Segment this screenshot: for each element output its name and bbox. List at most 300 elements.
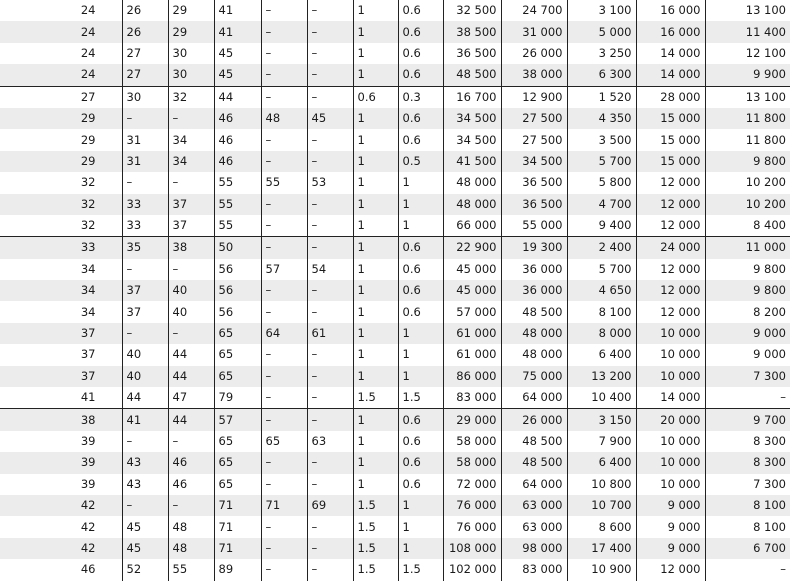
table-cell: 6 700 [705, 538, 790, 559]
table-cell: 1.5 [353, 516, 398, 537]
table-cell: 12 000 [636, 194, 705, 215]
table-cell: – [705, 559, 790, 580]
table-cell: 108 000 [443, 538, 501, 559]
table-cell: 46 [214, 151, 261, 172]
table-cell: 6 300 [567, 64, 636, 86]
table-cell: – [307, 129, 353, 150]
table-cell: 1 [353, 474, 398, 495]
table-cell: 63 [307, 431, 353, 452]
table-cell: 41 [80, 390, 96, 405]
table-cell: 9 900 [705, 64, 790, 86]
table-cell: – [307, 516, 353, 537]
table-row [0, 215, 790, 237]
table-cell: 8 600 [567, 516, 636, 537]
table-cell: 48 500 [443, 64, 501, 86]
table-cell: 10 000 [636, 431, 705, 452]
table-cell: 36 000 [501, 280, 567, 301]
table-cell: – [261, 452, 307, 473]
table-cell: 1 [398, 323, 443, 344]
table-cell: 5 800 [567, 172, 636, 193]
table-cell: 34 [80, 304, 96, 319]
table-cell: 9 700 [705, 409, 790, 431]
table-cell: 47 [168, 387, 214, 409]
table-cell: 1 [353, 21, 398, 42]
table-cell: 55 [214, 172, 261, 193]
table-cell: 30 [122, 86, 168, 108]
table-row [0, 129, 790, 150]
table-cell: 36 000 [501, 259, 567, 280]
table-cell: 27 500 [501, 108, 567, 129]
table-cell: 32 [80, 218, 96, 233]
table-row [0, 474, 790, 495]
table-cell: 1 [353, 194, 398, 215]
table-cell: 65 [261, 431, 307, 452]
table-cell: – [261, 0, 307, 21]
table-cell: 8 100 [567, 301, 636, 322]
table-cell: 1 [353, 409, 398, 431]
table-cell: 44 [168, 344, 214, 365]
table-cell: 65 [214, 344, 261, 365]
table-cell: 45 [214, 43, 261, 64]
table-row [0, 538, 790, 559]
table-cell: 8 200 [705, 301, 790, 322]
table-cell: 48 500 [501, 301, 567, 322]
table-cell: 46 [168, 452, 214, 473]
table-cell: – [261, 559, 307, 580]
table-cell: 12 100 [705, 43, 790, 64]
table-cell: 0.6 [398, 280, 443, 301]
table-cell: – [307, 366, 353, 387]
table-cell: 1 [398, 194, 443, 215]
table-cell: – [261, 64, 307, 86]
table-cell: 12 900 [501, 86, 567, 108]
table-cell: 48 000 [443, 172, 501, 193]
table-cell: 24 [80, 3, 96, 18]
table-cell: 27 500 [501, 129, 567, 150]
table-cell: 57 [261, 259, 307, 280]
table-cell: 41 [122, 409, 168, 431]
table-cell: 11 000 [705, 237, 790, 259]
table-cell: 40 [122, 366, 168, 387]
table-cell: 15 000 [636, 129, 705, 150]
table-cell: – [261, 409, 307, 431]
table-cell: 34 [80, 261, 96, 276]
table-cell: 1 [353, 151, 398, 172]
table-cell: 7 300 [705, 366, 790, 387]
table-cell: – [307, 280, 353, 301]
table-cell: 37 [80, 347, 96, 362]
table-row [0, 559, 790, 580]
table-cell: – [261, 280, 307, 301]
table-cell: 36 500 [501, 172, 567, 193]
table-cell: 40 [122, 344, 168, 365]
table-cell: 102 000 [443, 559, 501, 580]
table-cell: – [261, 538, 307, 559]
table-cell: 24 700 [501, 0, 567, 21]
table-cell: 76 000 [443, 516, 501, 537]
table-cell: 1 [353, 215, 398, 237]
table-cell: 9 000 [705, 344, 790, 365]
table-cell: 48 500 [501, 452, 567, 473]
table-cell: 1 [353, 237, 398, 259]
table-cell: 29 [168, 0, 214, 21]
table-cell: – [261, 344, 307, 365]
table-cell: 86 000 [443, 366, 501, 387]
table-cell: 61 000 [443, 344, 501, 365]
table-cell: 71 [261, 495, 307, 516]
table-cell: 15 000 [636, 151, 705, 172]
table-cell: 1.5 [353, 538, 398, 559]
table-cell: 9 800 [705, 280, 790, 301]
table-cell: 48 [168, 538, 214, 559]
table-cell: – [307, 0, 353, 21]
table-cell: 65 [214, 474, 261, 495]
table-cell: 0.5 [398, 151, 443, 172]
table-cell: 38 [168, 237, 214, 259]
table-cell: 66 000 [443, 215, 501, 237]
table-cell: 14 000 [636, 387, 705, 409]
table-cell: 9 000 [636, 538, 705, 559]
table-cell: 4 700 [567, 194, 636, 215]
table-cell: – [261, 194, 307, 215]
table-cell: 13 100 [705, 0, 790, 21]
table-cell: 3 150 [567, 409, 636, 431]
table-cell: 1 [353, 129, 398, 150]
table-cell: – [168, 431, 214, 452]
table-cell: 26 [122, 21, 168, 42]
table-cell: 12 000 [636, 280, 705, 301]
table-cell: 45 000 [443, 280, 501, 301]
table-cell: 57 [214, 409, 261, 431]
table-cell: 46 [168, 474, 214, 495]
table-cell: 36 500 [443, 43, 501, 64]
table-cell: 17 400 [567, 538, 636, 559]
table-cell: 65 [214, 366, 261, 387]
table-cell: – [307, 43, 353, 64]
table-cell: 8 000 [567, 323, 636, 344]
table-cell: 15 000 [636, 108, 705, 129]
table-cell: 40 [168, 280, 214, 301]
table-cell: – [307, 301, 353, 322]
table-cell: 0.6 [398, 409, 443, 431]
table-cell: 37 [168, 215, 214, 237]
table-cell: 1 [398, 516, 443, 537]
table-cell: 32 [168, 86, 214, 108]
table-cell: 12 000 [636, 559, 705, 580]
table-cell: 44 [214, 86, 261, 108]
table-cell: 10 900 [567, 559, 636, 580]
table-cell: 65 [214, 431, 261, 452]
table-cell: 10 200 [705, 172, 790, 193]
table-cell: 38 000 [501, 64, 567, 86]
table-cell: 8 300 [705, 452, 790, 473]
table-cell: 26 000 [501, 409, 567, 431]
table-row [0, 108, 790, 129]
table-cell: – [307, 194, 353, 215]
table-cell: 57 000 [443, 301, 501, 322]
table-cell: 65 [214, 452, 261, 473]
table-cell: – [307, 538, 353, 559]
table-cell: 24 [0, 21, 122, 42]
table-cell: 1 [353, 431, 398, 452]
table-cell: – [122, 495, 168, 516]
table-cell: 63 000 [501, 516, 567, 537]
table-cell: 41 [214, 21, 261, 42]
table-cell: 31 [122, 151, 168, 172]
table-cell: 9 800 [705, 259, 790, 280]
table-cell: 48 500 [501, 431, 567, 452]
table-cell: 19 300 [501, 237, 567, 259]
table-cell: – [261, 215, 307, 237]
table-cell: – [122, 431, 168, 452]
table-cell: 1 [353, 0, 398, 21]
table-cell: 1 [398, 215, 443, 237]
table-cell: – [261, 366, 307, 387]
table-cell: 13 100 [705, 86, 790, 108]
table-row [0, 151, 790, 172]
table-cell: 34 500 [501, 151, 567, 172]
table-cell: – [307, 409, 353, 431]
table-cell: 1 [398, 538, 443, 559]
table-cell: – [261, 516, 307, 537]
table-cell: 64 000 [501, 387, 567, 409]
table-cell: 37 [0, 366, 122, 387]
table-cell: 13 200 [567, 366, 636, 387]
table-row [0, 86, 790, 108]
table-cell: 72 000 [443, 474, 501, 495]
table-cell: 37 [0, 323, 122, 344]
table-cell: 35 [122, 237, 168, 259]
table-cell: 1.5 [353, 387, 398, 409]
table-cell: 24 000 [636, 237, 705, 259]
table-cell: – [307, 21, 353, 42]
table-cell: – [307, 452, 353, 473]
table-cell: 39 [0, 452, 122, 473]
table-cell: 1 [353, 301, 398, 322]
table-cell: 56 [214, 280, 261, 301]
table-cell: 55 000 [501, 215, 567, 237]
table-cell: 31 000 [501, 21, 567, 42]
table-cell: 36 500 [501, 194, 567, 215]
table-cell: 79 [214, 387, 261, 409]
table-cell: 37 [168, 194, 214, 215]
table-cell: 33 [122, 194, 168, 215]
table-cell: 98 000 [501, 538, 567, 559]
table-cell: 34 500 [443, 129, 501, 150]
table-cell: 43 [122, 452, 168, 473]
table-row [0, 387, 790, 409]
table-cell: – [168, 259, 214, 280]
table-cell: 1 [353, 172, 398, 193]
table-cell: 38 500 [443, 21, 501, 42]
table-row [0, 194, 790, 215]
table-cell: 48 [168, 516, 214, 537]
table-cell: 69 [307, 495, 353, 516]
table-cell: – [122, 108, 168, 129]
table-cell: 45 [307, 108, 353, 129]
table-cell: – [307, 387, 353, 409]
table-cell: 58 000 [443, 452, 501, 473]
table-cell: 32 [80, 175, 96, 190]
table-cell: – [261, 474, 307, 495]
table-row [0, 64, 790, 86]
table-row [0, 344, 790, 365]
table-cell: 1 [353, 344, 398, 365]
table-cell: 0.6 [398, 0, 443, 21]
table-cell: 61 000 [443, 323, 501, 344]
table-cell: 83 000 [501, 559, 567, 580]
table-cell: 0.6 [398, 474, 443, 495]
table-cell: 33 [122, 215, 168, 237]
table-cell: – [168, 495, 214, 516]
table-cell: – [307, 474, 353, 495]
table-cell: 1.5 [353, 495, 398, 516]
table-cell: – [307, 151, 353, 172]
table-cell: 71 [214, 538, 261, 559]
table-cell: 10 400 [567, 387, 636, 409]
table-cell: 33 [0, 237, 122, 259]
table-cell: 9 000 [636, 516, 705, 537]
table-cell: 0.6 [398, 21, 443, 42]
table-cell: 0.6 [398, 237, 443, 259]
table-cell: – [261, 86, 307, 108]
table-cell: 5 700 [567, 151, 636, 172]
table-cell: 1.5 [398, 559, 443, 580]
table-cell: – [705, 387, 790, 409]
table-cell: 46 [80, 562, 96, 577]
table-cell: 16 000 [636, 21, 705, 42]
table-cell: 8 400 [705, 215, 790, 237]
table-cell: 1 [353, 323, 398, 344]
table-cell: 11 400 [705, 21, 790, 42]
table-cell: 6 400 [567, 344, 636, 365]
table-cell: 0.6 [353, 86, 398, 108]
table-cell: 1 [353, 366, 398, 387]
table-cell: 10 000 [636, 474, 705, 495]
table-cell: 8 100 [705, 495, 790, 516]
table-cell: 44 [168, 409, 214, 431]
table-cell: 32 [0, 194, 122, 215]
table-cell: 5 000 [567, 21, 636, 42]
table-cell: – [261, 237, 307, 259]
table-row [0, 172, 790, 193]
table-cell: – [307, 215, 353, 237]
table-cell: 10 200 [705, 194, 790, 215]
table-cell: 64 000 [501, 474, 567, 495]
table-cell: 16 000 [636, 0, 705, 21]
table-cell: 30 [168, 64, 214, 86]
table-cell: 11 800 [705, 129, 790, 150]
table-row [0, 366, 790, 387]
table-cell: – [122, 259, 168, 280]
table-cell: 8 100 [705, 516, 790, 537]
table-cell: 44 [168, 366, 214, 387]
table-cell: 3 500 [567, 129, 636, 150]
table-cell: 14 000 [636, 64, 705, 86]
table-cell: 1 [398, 172, 443, 193]
table-row [0, 452, 790, 473]
table-cell: 10 000 [636, 452, 705, 473]
table-cell: 10 000 [636, 366, 705, 387]
table-cell: 1.5 [398, 387, 443, 409]
table-cell: 50 [214, 237, 261, 259]
table-cell: 1 [353, 43, 398, 64]
table-cell: 53 [307, 172, 353, 193]
table-cell: 46 [214, 108, 261, 129]
table-row [0, 495, 790, 516]
table-cell: 29 [0, 151, 122, 172]
table-cell: 8 300 [705, 431, 790, 452]
table-row [0, 431, 790, 452]
table-cell: – [307, 237, 353, 259]
table-cell: 39 [80, 434, 96, 448]
table-cell: 1 [353, 108, 398, 129]
table-cell: – [261, 151, 307, 172]
table-cell: 1 [353, 452, 398, 473]
table-cell: – [261, 21, 307, 42]
table-cell: 9 800 [705, 151, 790, 172]
table-cell: 48 000 [443, 194, 501, 215]
table-cell: 10 000 [636, 323, 705, 344]
table-cell: 9 000 [636, 495, 705, 516]
table-cell: 9 400 [567, 215, 636, 237]
table-cell: 42 [0, 538, 122, 559]
table-cell: 34 [168, 151, 214, 172]
table-cell: 1 520 [567, 86, 636, 108]
table-cell: 26 [122, 0, 168, 21]
table-cell: 24 [0, 64, 122, 86]
table-cell: 46 [214, 129, 261, 150]
table-cell: 42 [0, 495, 122, 516]
table-cell: 42 [80, 519, 96, 534]
table-cell: 37 [122, 280, 168, 301]
table-cell: 0.6 [398, 259, 443, 280]
table-cell: – [307, 344, 353, 365]
table-cell: 11 800 [705, 108, 790, 129]
table-cell: 43 [122, 474, 168, 495]
table-cell: 12 000 [636, 301, 705, 322]
table-cell: 75 000 [501, 366, 567, 387]
table-cell: 3 100 [567, 0, 636, 21]
table-cell: 12 000 [636, 172, 705, 193]
table-cell: 29 000 [443, 409, 501, 431]
table-cell: 64 [261, 323, 307, 344]
table-cell: – [261, 301, 307, 322]
table-cell: 39 [80, 476, 96, 491]
table-cell: 1.5 [353, 559, 398, 580]
table-row [0, 280, 790, 301]
table-cell: 38 [0, 409, 122, 431]
table-cell: 10 700 [567, 495, 636, 516]
table-cell: – [307, 86, 353, 108]
table-cell: 55 [214, 194, 261, 215]
table-row [0, 323, 790, 344]
table-cell: 29 [80, 132, 96, 147]
table-cell: – [122, 172, 168, 193]
table-row [0, 237, 790, 259]
table-row [0, 409, 790, 431]
table-cell: 14 000 [636, 43, 705, 64]
table-cell: 56 [214, 301, 261, 322]
table-cell: 0.3 [398, 86, 443, 108]
table-cell: 1 [398, 344, 443, 365]
table-cell: 0.6 [398, 64, 443, 86]
table-cell: 5 700 [567, 259, 636, 280]
table-cell: 0.6 [398, 129, 443, 150]
table-cell: 0.6 [398, 108, 443, 129]
table-cell: 0.6 [398, 452, 443, 473]
table-cell: 1 [353, 64, 398, 86]
